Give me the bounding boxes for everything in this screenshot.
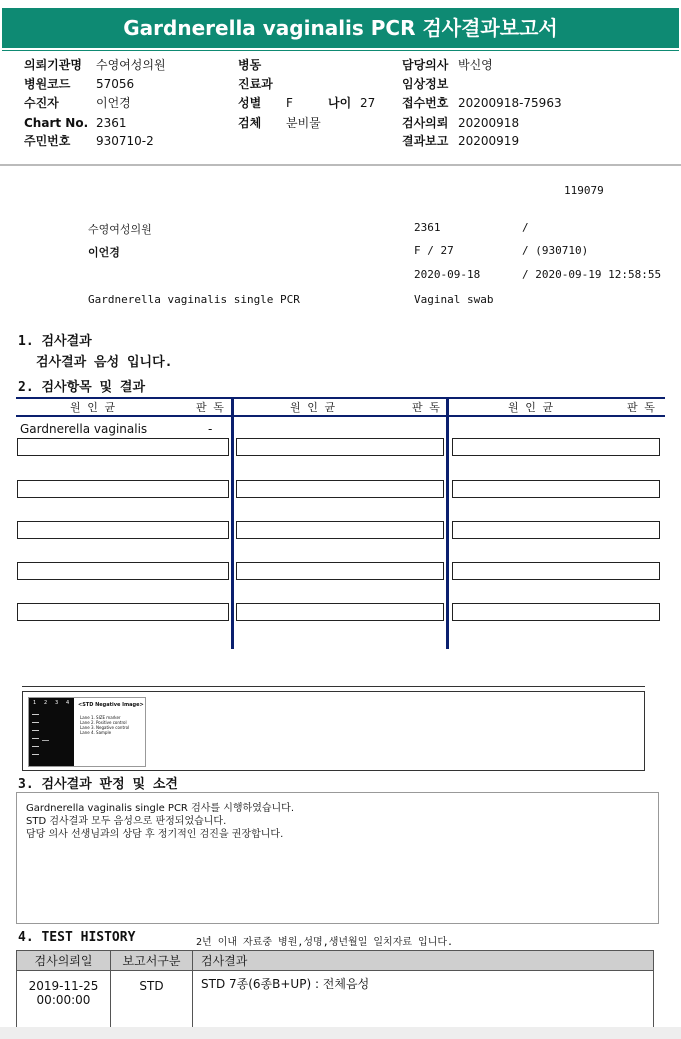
- marker-band: [32, 714, 39, 715]
- col-header-pathogen-2: 원 인 균: [290, 401, 336, 414]
- table-column-divider-1: [231, 397, 234, 649]
- section-1-title: 1. 검사결과: [18, 334, 92, 349]
- section-1-result: 검사결과 음성 입니다.: [36, 355, 173, 370]
- gel-electrophoresis-image: [29, 698, 74, 766]
- lane-2-label: 2: [44, 700, 48, 706]
- history-col-date: 검사의뢰일: [17, 951, 111, 971]
- history-time: 00:00:00: [36, 993, 91, 1007]
- gel-divider: [22, 686, 645, 687]
- marker-band: [32, 738, 39, 739]
- summary-patient: 이언경: [88, 246, 120, 259]
- marker-band: [32, 754, 39, 755]
- summary-clinic: 수영여성의원: [88, 223, 152, 236]
- specimen-label: 검체: [238, 116, 262, 130]
- summary-sex-age: F / 27: [414, 244, 454, 257]
- lane-3-label: 3: [55, 700, 59, 706]
- empty-cell: [236, 603, 444, 621]
- empty-cell: [17, 480, 229, 498]
- gel-legend-2: Lane 2. Positive control: [80, 720, 127, 725]
- summary-birth: / (930710): [522, 244, 589, 257]
- history-header-row: [17, 951, 654, 971]
- col-header-pathogen-1: 원 인 균: [70, 401, 116, 414]
- section-4-title: 4. TEST HISTORY: [18, 930, 136, 945]
- empty-cell: [17, 603, 229, 621]
- report-date-label: 결과보고: [402, 134, 449, 148]
- history-table: [16, 950, 654, 1036]
- empty-cell: [452, 603, 660, 621]
- resident-label: 주민번호: [24, 134, 71, 148]
- finding-line-2: STD 검사결과 모두 음성으로 판정되었습니다.: [26, 816, 227, 827]
- empty-cell: [452, 480, 660, 498]
- title-divider: [2, 50, 679, 51]
- empty-cell: [236, 521, 444, 539]
- history-result: STD 7종(6종B+UP) : 전체음성: [193, 971, 654, 1036]
- ward-label: 병동: [238, 58, 262, 72]
- empty-cell: [17, 562, 229, 580]
- serial-number: 119079: [564, 184, 604, 197]
- finding-line-3: 담당 의사 선생님과의 상담 후 정기적인 검진을 권장합니다.: [26, 829, 284, 840]
- receipt-value: 20200918-75963: [458, 96, 562, 110]
- col-header-judge-1: 판 독: [196, 401, 224, 414]
- gel-legend-4: Lane 4. Sample: [80, 730, 112, 735]
- summary-received: 2020-09-18: [414, 268, 481, 281]
- empty-cell: [17, 438, 229, 456]
- institution-label: 의뢰기관명: [24, 58, 82, 72]
- empty-cell: [452, 438, 660, 456]
- positive-control-band: [42, 740, 49, 741]
- resident-value: 930710-2: [96, 134, 154, 148]
- gel-legend-1: Lane 1. SIZE marker: [80, 715, 121, 720]
- dept-label: 진료과: [238, 77, 273, 91]
- summary-specimen: Vaginal swab: [414, 293, 494, 306]
- age-value: 27: [360, 96, 376, 110]
- summary-test: Gardnerella vaginalis single PCR: [88, 293, 300, 306]
- doctor-value: 박신영: [458, 58, 493, 72]
- marker-band: [32, 746, 39, 747]
- specimen-value: 분비물: [286, 116, 321, 130]
- lane-1-label: 1: [33, 700, 37, 706]
- section-3-title: 3. 검사결과 판정 및 소견: [18, 777, 178, 792]
- header-divider: [0, 164, 681, 166]
- history-note: 2년 이내 자료중 병원,성명,생년월일 일치자료 입니다.: [196, 937, 454, 948]
- sex-value: F: [286, 96, 293, 110]
- history-type: STD: [111, 971, 193, 1036]
- summary-chart: 2361: [414, 221, 441, 234]
- patient-label: 수진자: [24, 96, 59, 110]
- history-date-cell: [17, 971, 111, 1036]
- col-header-judge-2: 판 독: [412, 401, 440, 414]
- col-header-pathogen-3: 원 인 균: [508, 401, 554, 414]
- marker-band: [32, 730, 39, 731]
- empty-cell: [17, 521, 229, 539]
- empty-cell: [236, 480, 444, 498]
- hospital-code-label: 병원코드: [24, 77, 71, 91]
- summary-reported: / 2020-09-19 12:58:55: [522, 268, 662, 281]
- result-pathogen: Gardnerella vaginalis: [20, 422, 148, 436]
- empty-cell: [236, 562, 444, 580]
- chart-label: Chart No.: [24, 116, 89, 130]
- institution-value: 수영여성의원: [96, 58, 166, 72]
- empty-cell: [452, 562, 660, 580]
- history-col-type: 보고서구분: [111, 951, 193, 971]
- summary-slash: /: [522, 221, 529, 234]
- history-col-result: 검사결과: [193, 951, 654, 971]
- section-2-title: 2. 검사항목 및 결과: [18, 380, 146, 395]
- table-row: [17, 971, 654, 1036]
- gel-legend-3: Lane 3. Negative control: [80, 725, 130, 730]
- result-judgement: -: [208, 422, 213, 436]
- empty-cell: [452, 521, 660, 539]
- hospital-code-value: 57056: [96, 77, 135, 91]
- empty-cell: [236, 438, 444, 456]
- doctor-label: 담당의사: [402, 58, 449, 72]
- request-date-label: 검사의뢰: [402, 116, 449, 130]
- table-header-rule: [16, 415, 665, 417]
- report-date-value: 20200919: [458, 134, 520, 148]
- sex-label: 성별: [238, 96, 262, 110]
- history-date: 2019-11-25: [28, 979, 99, 993]
- clinical-label: 임상정보: [402, 77, 449, 91]
- chart-value: 2361: [96, 116, 127, 130]
- marker-band: [32, 722, 39, 723]
- col-header-judge-3: 판 독: [627, 401, 655, 414]
- gel-image-title: <STD Negative Image>: [78, 702, 144, 708]
- table-column-divider-2: [446, 397, 449, 649]
- lane-4-label: 4: [66, 700, 70, 706]
- page-bottom-band: [0, 1027, 681, 1039]
- age-label: 나이: [328, 96, 352, 110]
- patient-value: 이언경: [96, 96, 131, 110]
- report-title: Gardnerella vaginalis PCR 검사결과보고서: [2, 8, 679, 48]
- finding-line-1: Gardnerella vaginalis single PCR 검사를 시행하였습니다.: [26, 803, 295, 814]
- receipt-label: 접수번호: [402, 96, 449, 110]
- request-date-value: 20200918: [458, 116, 520, 130]
